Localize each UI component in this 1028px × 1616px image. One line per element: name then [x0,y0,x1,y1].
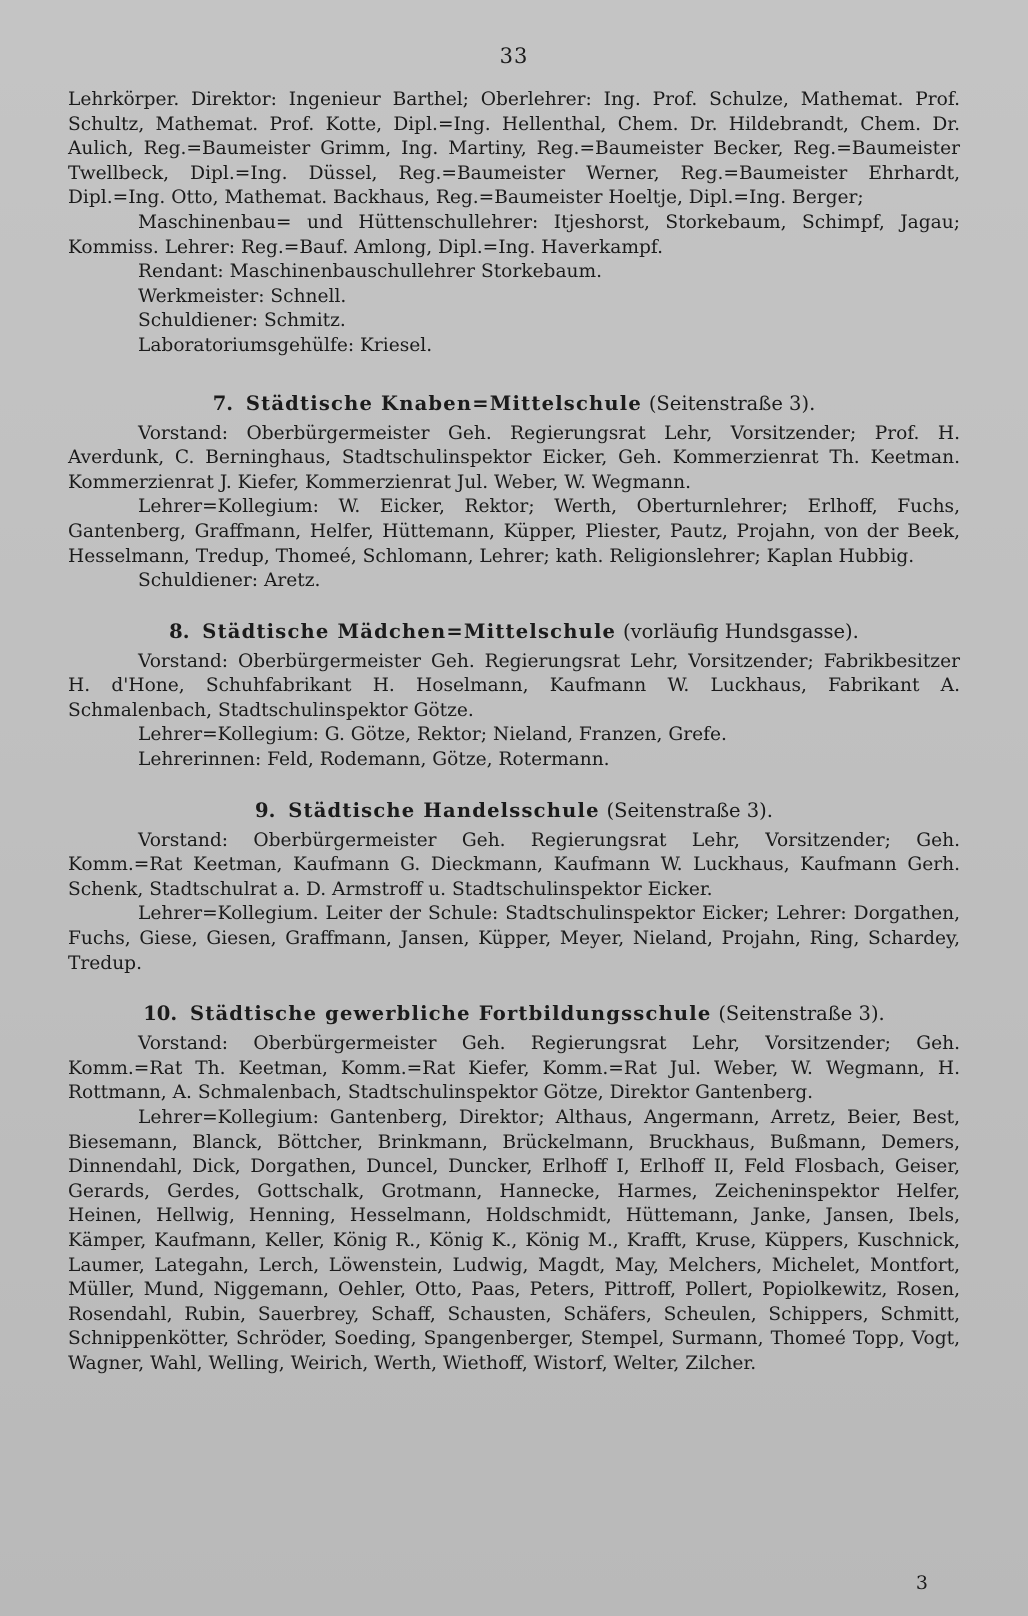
paragraph-vorstand: Vorstand: Oberbürgermeister Geh. Regierungsrat Lehr, Vorsitzender; Prof. H. Averdunk, C. Berninghaus, Stadtschulinspektor Eicker, Geh. Kommerzienrat Th. Keetman. Kommerzienrat J. Kiefer, Kommerzienrat Jul. Weber, W. Wegmann. [68,422,960,493]
section-7 [68,391,960,594]
paragraph-schuldiener: Schuldiener: Aretz. [138,570,321,592]
paragraph-lehrkoerper: Lehrkörper. Direktor: Ingenieur Barthel; Oberlehrer: Ing. Prof. Schulze, Mathemat. Prof. Schultz, Mathemat. Prof. Kotte, Dipl.=Ing. Hellenthal, Chem. Dr. Hildebrandt, Chem. Dr. Aulich, Reg.=Baumeister Grimm, Ing. Martiny, Reg.=Baumeister Becker, Reg.=Baumeister Twellbeck, Dipl.=Ing. Düssel, Reg.=Baumeister Werner, Reg.=Baumeister Ehrhardt, Dipl.=Ing. Otto, Mathemat. Backhaus, Reg.=Baumeister Hoeltje, Dipl.=Ing. Berger; [68,89,960,209]
section-heading [68,391,960,417]
paragraph-schuldiener: Schuldiener: Schmitz. [138,310,346,332]
paragraph-vorstand: Vorstand: Oberbürgermeister Geh. Regierungsrat Lehr, Vorsitzender; Fabrikbesitzer H. d'Hone, Schuhfabrikant H. Hoselmann, Kaufmann W. Luckhaus, Fabrikant A. Schmalenbach, Stadtschulinspektor Götze. [68,650,960,721]
section-location: (Seitenstraße 3). [718,1002,885,1026]
paragraph-maschinenbau: Maschinenbau= und Hüttenschullehrer: Itjeshorst, Storkebaum, Schimpf, Jagau; Kommiss. Lehrer: Reg.=Bauf. Amlong, Dipl.=Ing. Haverkampf. [68,211,960,258]
section-number: 9. [255,798,276,822]
paragraph-vorstand: Vorstand: Oberbürgermeister Geh. Regierungsrat Lehr, Vorsitzender; Geh. Komm.=Rat Th. Keetman, Komm.=Rat Kiefer, Komm.=Rat Jul. Weber, W. Wegmann, H. Rottmann, A. Schmalenbach, Stadtschulinspektor Götze, Direktor Gantenberg. [68,1033,960,1104]
section-number: 7. [212,391,234,415]
paragraph-lehrer-kollegium: Lehrer=Kollegium: Gantenberg, Direktor; Althaus, Angermann, Arretz, Beier, Best, Biesemann, Blanck, Böttcher, Brinkmann, Brückelmann, Bruckhaus, Bußmann, Demers, Dinnendahl, Dick, Dorgathen, Duncel, Duncker, Erlhoff I, Erlhoff II, Feld Flosbach, Geiser, Gerards, Gerdes, Gottschalk, Grotmann, Hannecke, Harmes, Zeicheninspektor Helfer, Heinen, Hellwig, Henning, Hesselmann, Holdschmidt, Hüttemann, Janke, Jansen, Ibels, Kämper, Kaufmann, Keller, König R., König K., König M., Krafft, Kruse, Küppers, Kuschnick, Laumer, Lategahn, Lerch, Löwenstein, Ludwig, Magdt, May, Melchers, Michelet, Montfort, Müller, Mund, Niggemann, Oehler, Otto, Paas, Peters, Pittroff, Pollert, Popiolkewitz, Rosen, Rosendahl, Rubin, Sauerbrey, Schaff, Schausten, Schäfers, Scheulen, Schippers, Schmitt, Schnippenkötter, Schröder, Soeding, Spangenberger, Stempel, Surmann, Thomeé Topp, Vogt, Wagner, Wahl, Welling, Weirich, Werth, Wiethoff, Wistorf, Welter, Zilcher. [68,1107,960,1374]
section-10 [68,1001,960,1376]
paragraph-lehrer-kollegium: Lehrer=Kollegium. Leiter der Schule: Stadtschulinspektor Eicker; Lehrer: Dorgathen, Fuchs, Giese, Giesen, Graffmann, Jansen, Küpper, Meyer, Nieland, Projahn, Ring, Schardey, Tredup. [68,903,960,974]
section-8 [68,619,960,773]
section-heading [68,798,960,824]
section-6-continuation [68,88,960,359]
section-title: Städtische Knaben=Mittelschule [245,391,643,415]
page-content [68,88,960,1377]
section-number: 10. [143,1002,178,1026]
section-location: (vorläufig Hundsgasse). [622,619,859,643]
section-title: Städtische Handelsschule [288,798,600,822]
paragraph-lehrerinnen: Lehrerinnen: Feld, Rodemann, Götze, Rotermann. [138,749,610,771]
section-title: Städtische gewerbliche Fortbildungsschule [189,1002,712,1026]
paragraph-vorstand: Vorstand: Oberbürgermeister Geh. Regierungsrat Lehr, Vorsitzender; Geh. Komm.=Rat Keetman, Kaufmann G. Dieckmann, Kaufmann W. Luckhaus, Kaufmann Gerh. Schenk, Stadtschulrat a. D. Armstroff u. Stadtschulinspektor Eicker. [68,829,960,900]
section-heading [68,619,960,645]
section-heading [68,1001,960,1027]
section-number: 8. [169,619,190,643]
section-location: (Seitenstraße 3). [648,391,816,415]
paragraph-laboratorium: Laboratoriumsgehülfe: Kriesel. [138,334,433,356]
section-9 [68,798,960,977]
section-location: (Seitenstraße 3). [606,798,773,822]
page-number: 33 [499,44,529,68]
sheet-signature: 3 [915,1572,928,1594]
section-title: Städtische Mädchen=Mittelschule [202,619,617,643]
paragraph-lehrer-kollegium: Lehrer=Kollegium: G. Götze, Rektor; Nieland, Franzen, Grefe. [138,724,727,746]
paragraph-lehrer-kollegium: Lehrer=Kollegium: W. Eicker, Rektor; Werth, Oberturnlehrer; Erlhoff, Fuchs, Gantenberg, Graffmann, Helfer, Hüttemann, Küpper, Pliester, Pautz, Projahn, von der Beek, Hesselmann, Tredup, Thomeé, Schlomann, Lehrer; kath. Religionslehrer; Kaplan Hubbig. [68,496,960,567]
paragraph-rendant: Rendant: Maschinenbauschullehrer Storkebaum. [138,261,603,283]
paragraph-werkmeister: Werkmeister: Schnell. [138,285,347,307]
